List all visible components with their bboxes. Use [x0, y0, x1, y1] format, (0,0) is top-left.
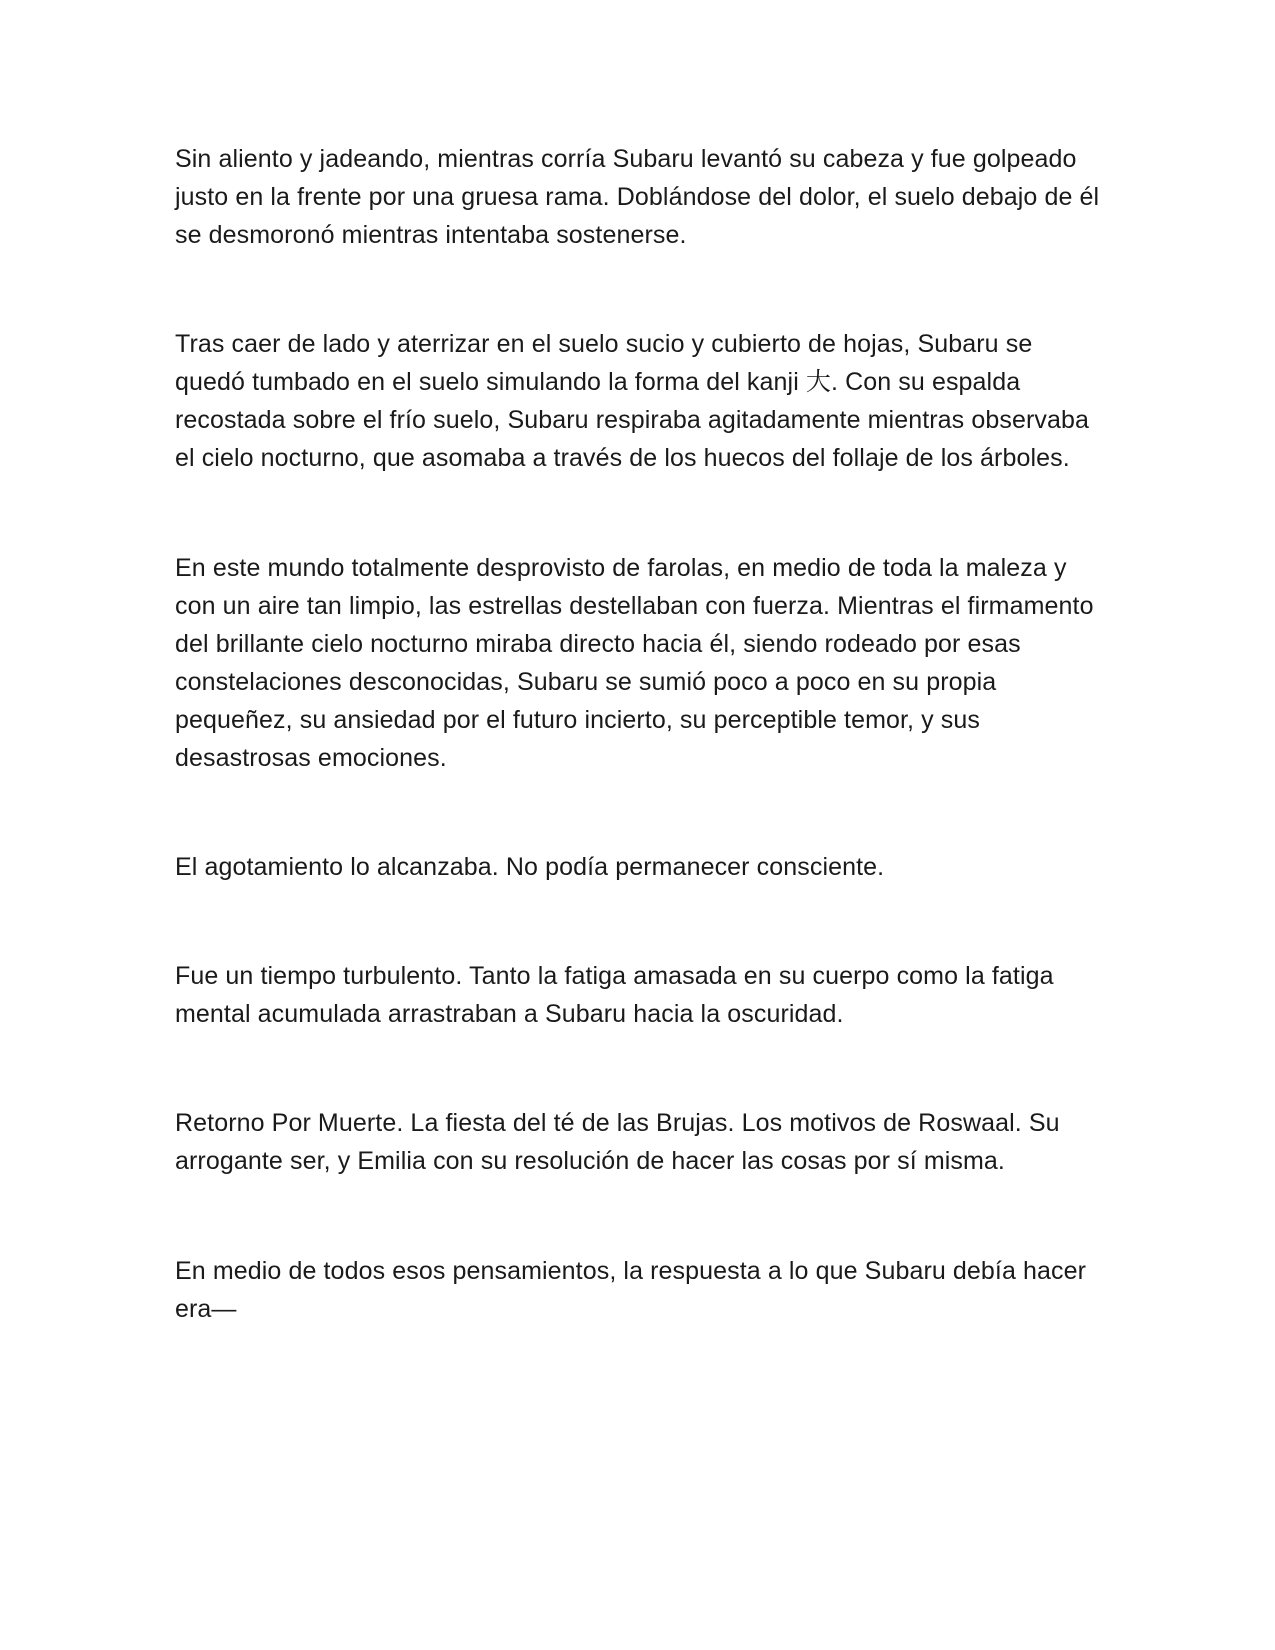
paragraph-4: El agotamiento lo alcanzaba. No podía permanecer consciente. [175, 853, 885, 881]
paragraph-5: Fue un tiempo turbulento. Tanto la fatiga amasada en su cuerpo como la fatiga mental acumulada arrastraban a Subaru hacia la oscuridad. [175, 962, 1054, 1028]
paragraph-6: Retorno Por Muerte. La fiesta del té de las Brujas. Los motivos de Roswaal. Su arrogante ser, y Emilia con su resolución de hacer las cosas por sí misma. [175, 1109, 1060, 1175]
paragraph-1: Sin aliento y jadeando, mientras corría Subaru levantó su cabeza y fue golpeado justo en la frente por una gruesa rama. Doblándose del dolor, el suelo debajo de él se desmoronó mientras intentaba sostenerse. [175, 145, 1100, 249]
document-body [175, 140, 1105, 1328]
paragraph-2: Tras caer de lado y aterrizar en el suelo sucio y cubierto de hojas, Subaru se quedó tumbado en el suelo simulando la forma del kanji 大. Con su espalda recostada sobre el frío suelo, Subaru respiraba agitadamente mientras observaba el cielo nocturno, que asomaba a través de los huecos del follaje de los árboles. [175, 330, 1089, 472]
paragraph-3: En este mundo totalmente desprovisto de farolas, en medio de toda la maleza y con un aire tan limpio, las estrellas destellaban con fuerza. Mientras el firmamento del brillante cielo nocturno miraba directo hacia él, siendo rodeado por esas constelaciones desconocidas, Subaru se sumió poco a poco en su propia pequeñez, su ansiedad por el futuro incierto, su perceptible temor, y sus desastrosas emociones. [175, 554, 1094, 772]
paragraph-7: En medio de todos esos pensamientos, la respuesta a lo que Subaru debía hacer era— [175, 1257, 1087, 1323]
